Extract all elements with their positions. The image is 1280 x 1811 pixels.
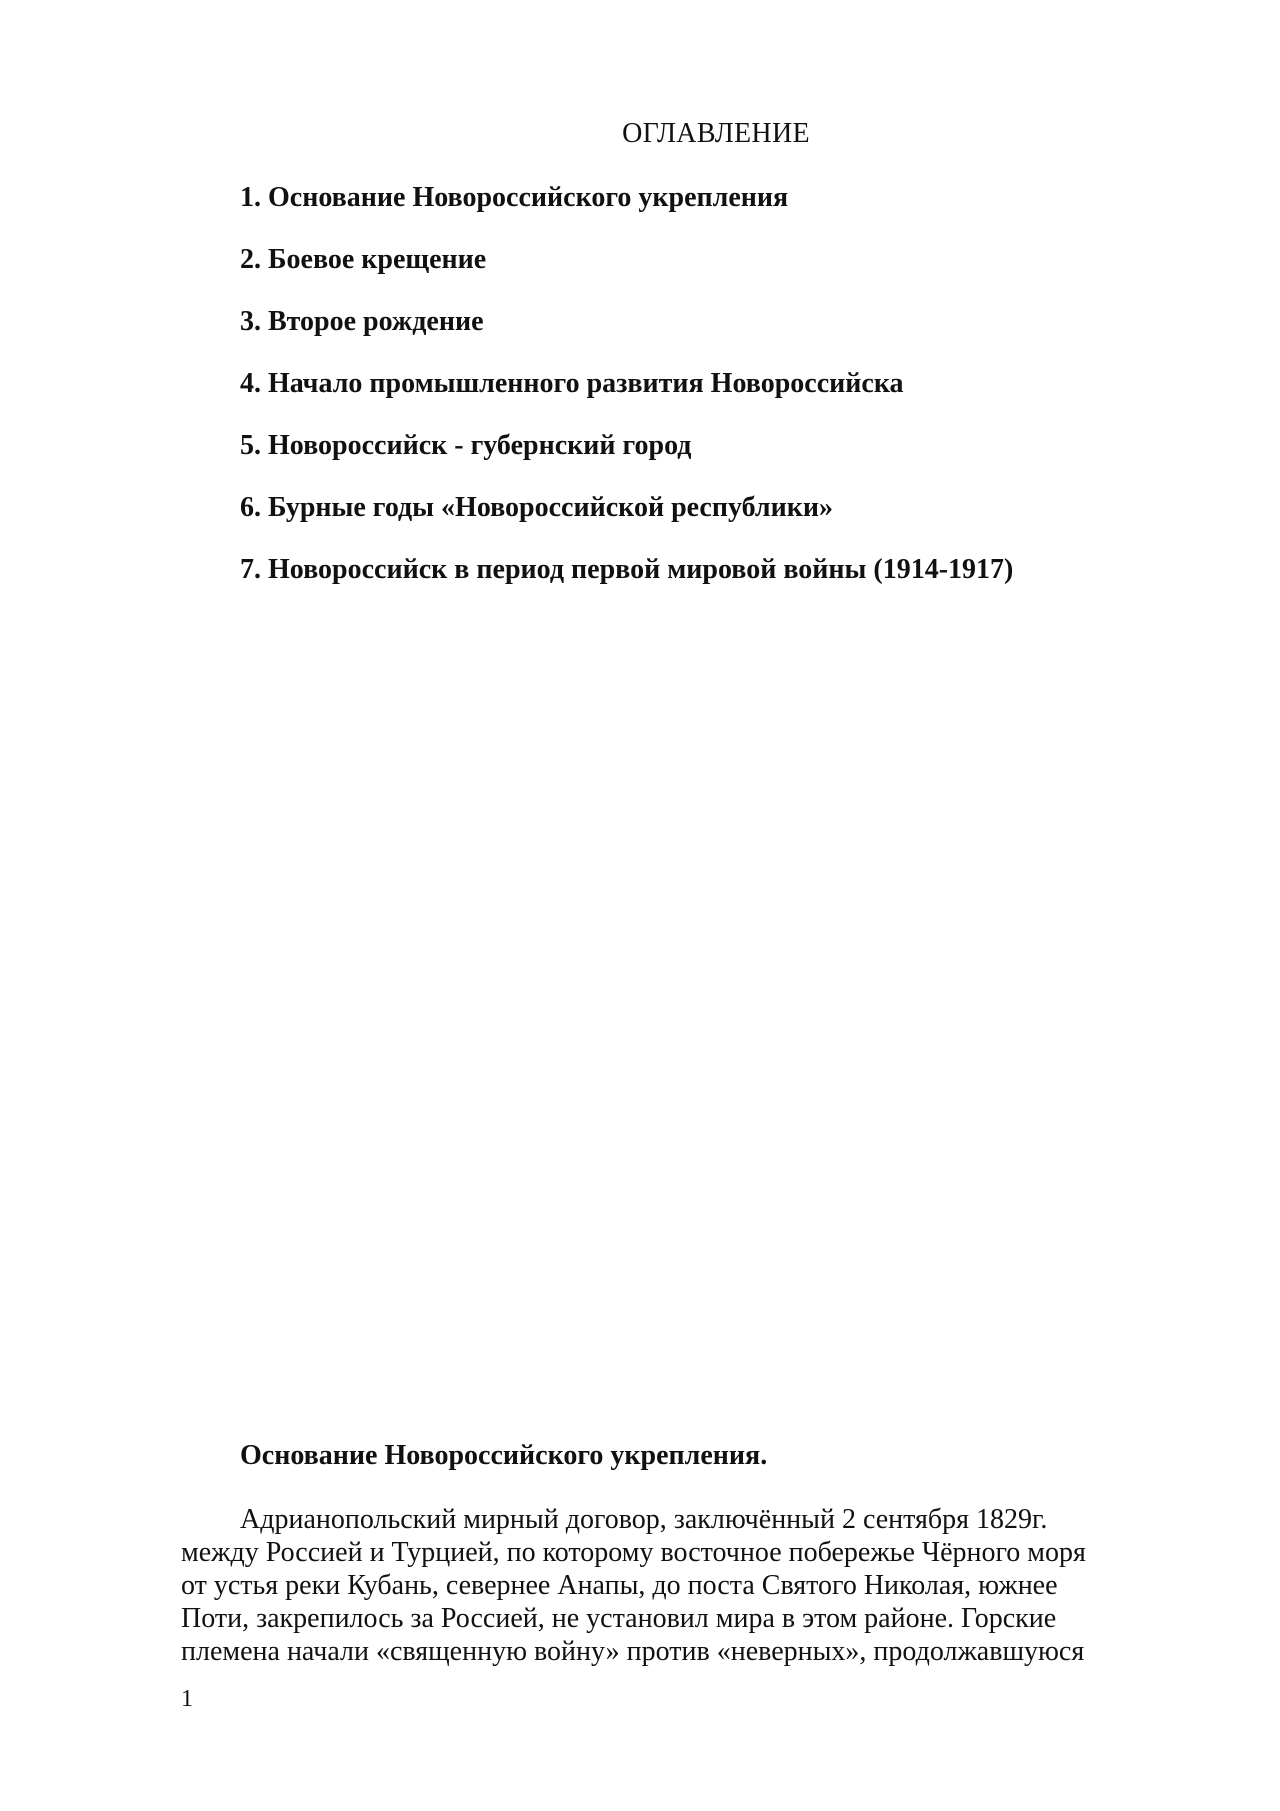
paragraph-line: Поти, закрепилось за Россией, не установил мира в этом районе. Горские [181, 1603, 1057, 1634]
toc-item: 7. Новороссийск в период первой мировой войны (1914-1917) [240, 554, 1014, 585]
toc-item: 1. Основание Новороссийского укрепления [240, 182, 789, 213]
toc-title: ОГЛАВЛЕНИЕ [622, 118, 810, 149]
toc-item: 5. Новороссийск - губернский город [240, 430, 692, 461]
toc-item: 3. Второе рождение [240, 306, 484, 337]
page-number: 1 [181, 1686, 193, 1712]
table-of-contents [240, 178, 1013, 612]
toc-item: 2. Боевое крещение [240, 244, 487, 275]
paragraph-line: Адрианопольский мирный договор, заключённый 2 сентября 1829г. [240, 1504, 1048, 1535]
paragraph-line: от устья реки Кубань, севернее Анапы, до поста Святого Николая, южнее [181, 1570, 1058, 1601]
section-heading: Основание Новороссийского укрепления. [240, 1440, 768, 1471]
body-paragraph [181, 1503, 1161, 1668]
toc-item: 6. Бурные годы «Новороссийской республики» [240, 492, 834, 523]
paragraph-line: между Россией и Турцией, по которому восточное побережье Чёрного моря [181, 1537, 1086, 1568]
paragraph-line: племена начали «священную войну» против «неверных», продолжавшуюся [181, 1636, 1085, 1667]
toc-item: 4. Начало промышленного развития Новороссийска [240, 368, 904, 399]
